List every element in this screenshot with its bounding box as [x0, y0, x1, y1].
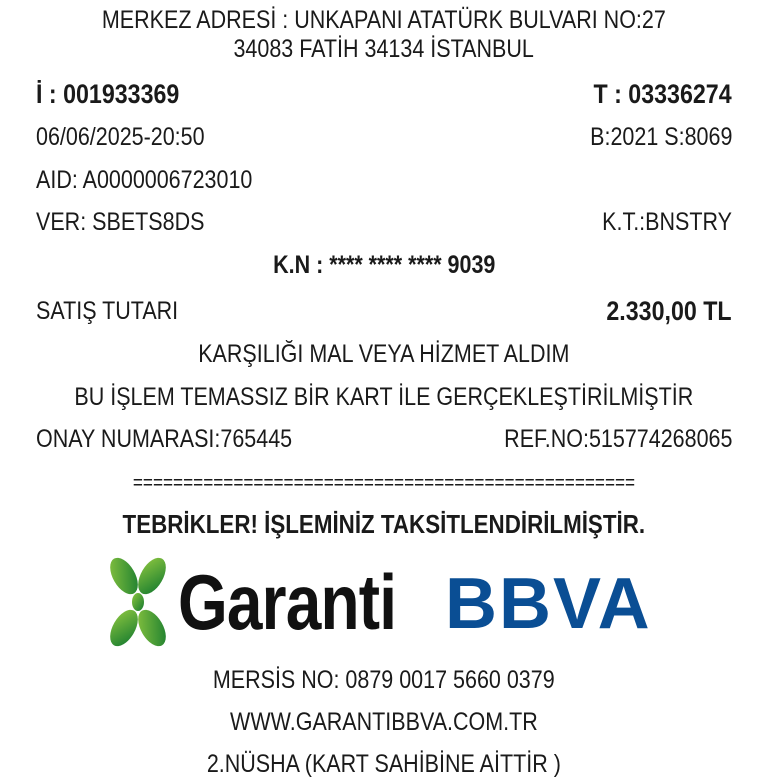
reference-number: REF.NO:515774268065: [503, 425, 732, 453]
logo-bbva-text: BBVA: [445, 564, 652, 644]
sale-label: SATIŞ TUTARI: [36, 297, 179, 325]
logo-garanti-text: Garanti: [178, 558, 397, 646]
separator: [0, 468, 768, 498]
datetime: 06/06/2025-20:50: [36, 123, 205, 151]
address-text: 34083 FATİH 34134 İSTANBUL: [233, 35, 535, 63]
received-statement: [0, 339, 768, 369]
copy-note: [0, 749, 768, 779]
card-number: [0, 250, 768, 280]
batch-sequence: B:2021 S:8069: [589, 123, 732, 151]
contactless-statement: [0, 382, 768, 412]
address-line-1: [0, 5, 768, 35]
version: VER: SBETS8DS: [36, 208, 205, 236]
card-type: K.T.:BNSTRY: [602, 208, 732, 236]
card-number-text: K.N : **** **** **** 9039: [272, 251, 496, 279]
contactless-text: BU İŞLEM TEMASSIZ BİR KART İLE GERÇEKLEŞTİRİLMİŞTİR: [74, 383, 694, 411]
clover-icon: [104, 554, 174, 654]
terminal-id: T : 03336274: [593, 79, 732, 109]
merchant-id: İ : 001933369: [36, 79, 180, 109]
garanti-bbva-logo: [100, 552, 670, 657]
received-text: KARŞILIĞI MAL VEYA HİZMET ALDIM: [198, 340, 570, 368]
installment-text: TEBRİKLER! İŞLEMİNİZ TAKSİTLENDİRİLMİŞTİR.: [122, 509, 646, 539]
mersis-number: [0, 665, 768, 695]
website-text: WWW.GARANTIBBVA.COM.TR: [230, 708, 538, 736]
approval-number: ONAY NUMARASI:765445: [36, 425, 293, 453]
separator-text: ==================================================: [132, 472, 636, 494]
copy-note-text: 2.NÜSHA (KART SAHİBİNE AİTTİR ): [206, 750, 562, 778]
address-text: MERKEZ ADRESİ : UNKAPANI ATATÜRK BULVARI NO:27: [102, 6, 666, 34]
mersis-text: MERSİS NO: 0879 0017 5660 0379: [213, 666, 555, 694]
address-line-2: [0, 34, 768, 64]
installment-message: [0, 509, 768, 539]
aid: AID: A0000006723010: [36, 166, 253, 194]
sale-amount: 2.330,00 TL: [606, 296, 732, 326]
website: [0, 707, 768, 737]
